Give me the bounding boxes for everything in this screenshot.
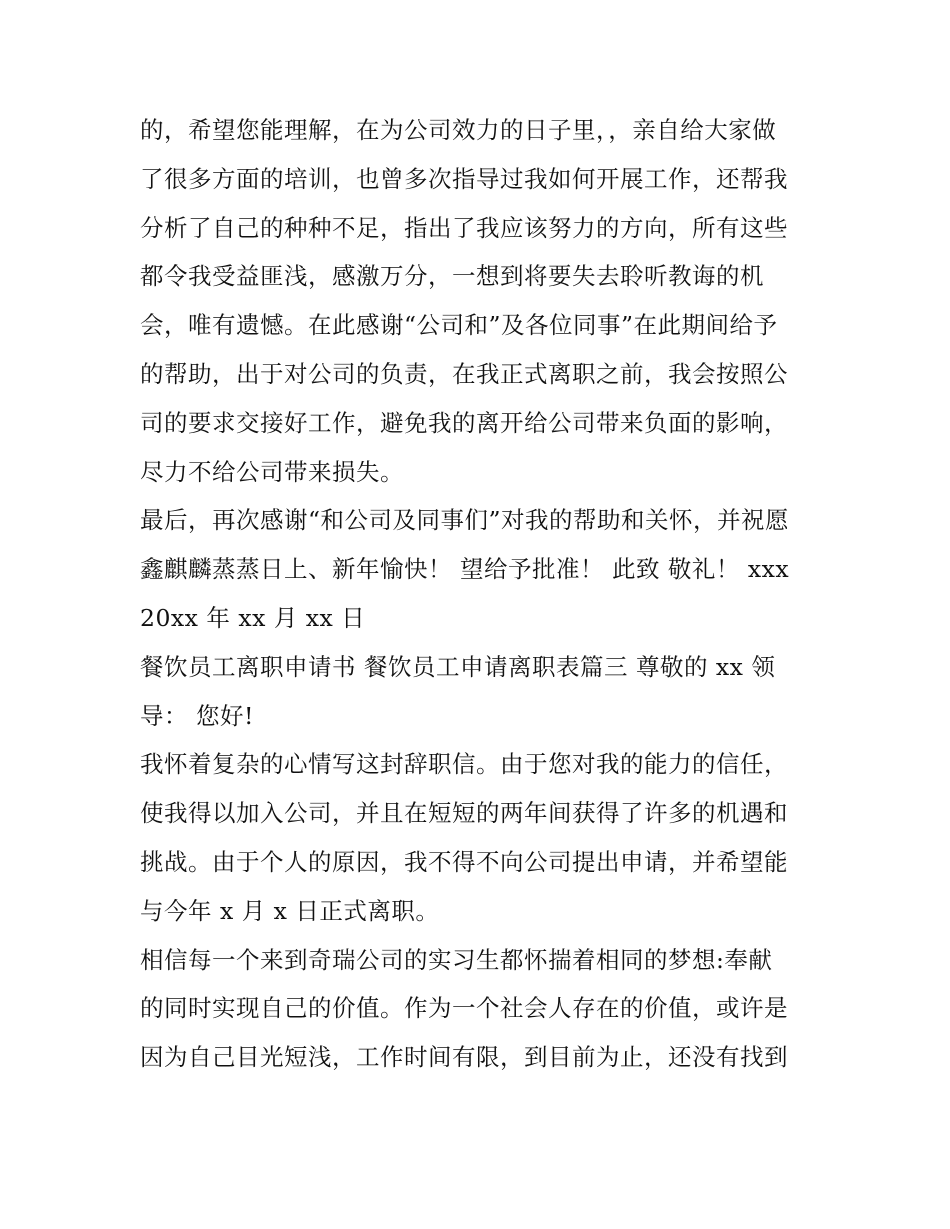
text-line: 会，唯有遗憾。在此感谢“公司和”及各位同事”在此期间给予	[140, 311, 778, 340]
text-line: 的同时实现自己的价值。作为一个社会人存在的价值，或许是	[140, 994, 788, 1023]
text-line: 尽力不给公司带来损失。	[140, 457, 404, 486]
text-line: 挑战。由于个人的原因，我不得不向公司提出申请，并希望能	[140, 847, 788, 876]
document-body	[140, 106, 820, 1082]
text-line: 鑫麒麟蒸蒸日上、新年愉快！ 望给予批准！ 此致 敬礼！ xxx	[140, 555, 790, 584]
text-line: 最后，再次感谢“和公司及同事们”对我的帮助和关怀，并祝愿	[140, 506, 790, 535]
text-line: 导： 您好!	[140, 701, 254, 730]
text-line: 的，希望您能理解，在为公司效力的日子里，，亲自给大家做	[140, 116, 777, 144]
text-line: 使我得以加入公司，并且在短短的两年间获得了许多的机遇和	[140, 799, 788, 828]
date-line: 20xx 年 xx 月 xx 日	[140, 603, 366, 632]
text-line: 我怀着复杂的心情写这封辞职信。由于您对我的能力的信任，	[140, 750, 788, 779]
text-line: 因为自己目光短浅，工作时间有限，到目前为止，还没有找到	[140, 1043, 788, 1072]
text-line: 与今年 x 月 x 日正式离职。	[140, 896, 440, 925]
text-line: 分析了自己的种种不足，指出了我应该努力的方向，所有这些	[140, 213, 788, 242]
text-line: 司的要求交接好工作，避免我的离开给公司带来负面的影响，	[140, 408, 788, 437]
text-line: 相信每一个来到奇瑞公司的实习生都怀揣着相同的梦想:奉献	[140, 945, 773, 974]
text-line: 餐饮员工离职申请书 餐饮员工申请离职表篇三 尊敬的 xx 领	[140, 652, 776, 681]
text-line: 都令我受益匪浅，感激万分，一想到将要失去聆听教诲的机	[140, 262, 764, 291]
text-line: 的帮助，出于对公司的负责，在我正式离职之前，我会按照公	[140, 359, 788, 388]
text-line: 了很多方面的培训，也曾多次指导过我如何开展工作，还帮我	[140, 164, 788, 193]
